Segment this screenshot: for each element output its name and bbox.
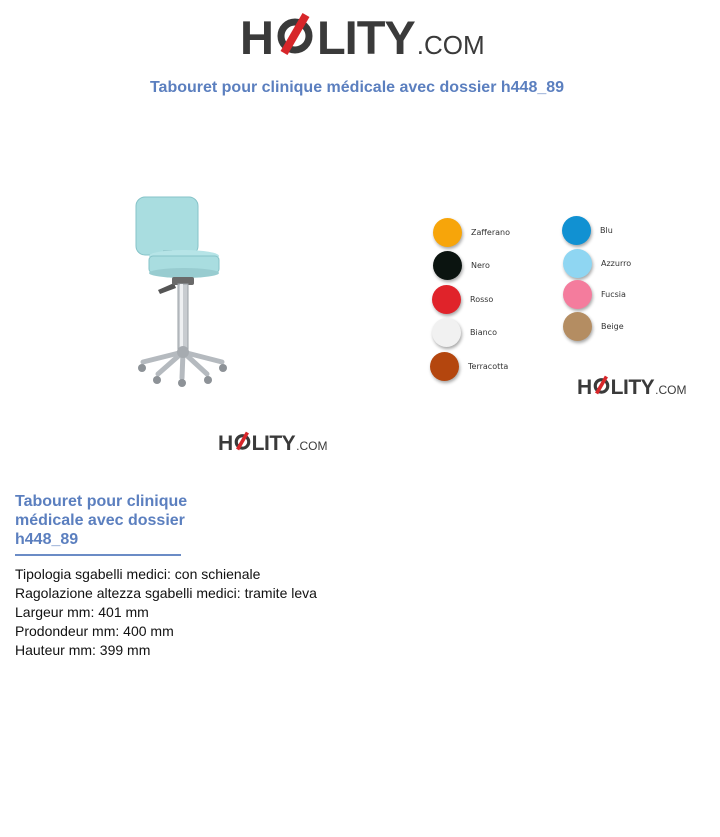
logo-text-left: H	[218, 432, 233, 455]
color-name: Azzurro	[601, 259, 632, 268]
logo-suffix: .COM	[416, 30, 485, 60]
color-swatch-terracotta	[430, 352, 508, 381]
color-swatch-rosso	[432, 285, 493, 314]
color-name: Beige	[601, 322, 624, 331]
color-name: Bianco	[470, 328, 497, 337]
stool-backrest	[136, 197, 198, 255]
spec-item: Largeur mm: 401 mm	[15, 604, 149, 620]
color-dot	[433, 218, 462, 247]
logo-suffix: .COM	[296, 439, 328, 453]
spec-list	[15, 565, 317, 660]
spec-item: Ragolazione altezza sgabelli medici: tramite leva	[15, 585, 317, 601]
logo-text-left: H	[240, 11, 273, 64]
logo-o-icon	[276, 14, 314, 54]
color-dot	[433, 251, 462, 280]
logo-suffix: .COM	[655, 383, 687, 397]
logo-text-right: LITY	[251, 432, 296, 455]
color-dot	[562, 216, 591, 245]
logo-text-left: H	[577, 376, 592, 399]
color-swatch-blu	[562, 216, 613, 245]
page-title: Tabouret pour clinique médicale avec dossier h448_89	[149, 79, 565, 96]
color-name: Blu	[600, 226, 613, 235]
color-options-image	[422, 210, 672, 385]
color-swatch-azzurro	[563, 249, 631, 278]
color-image-logo	[577, 376, 687, 400]
color-name: Rosso	[470, 295, 494, 304]
product-title: Tabouret pour clinique médicale avec dossier h448_89	[15, 493, 188, 548]
product-image-logo	[218, 432, 328, 456]
color-name: Nero	[471, 261, 490, 270]
site-logo[interactable]	[240, 10, 485, 66]
color-dot	[432, 318, 461, 347]
title-underline	[15, 554, 181, 556]
spec-item: Tipologia sgabelli medici: con schienale	[15, 566, 261, 582]
color-swatch-fucsia	[563, 280, 626, 309]
color-name: Fucsia	[601, 290, 626, 299]
logo-o-icon	[593, 376, 610, 394]
color-dot	[563, 312, 592, 341]
color-name: Zafferano	[471, 228, 510, 237]
spec-item: Hauteur mm: 399 mm	[15, 642, 151, 658]
color-dot	[563, 280, 592, 309]
spec-item: Prodondeur mm: 400 mm	[15, 623, 174, 639]
color-swatch-nero	[433, 251, 490, 280]
product-image	[130, 192, 235, 388]
color-swatch-zafferano	[433, 218, 510, 247]
color-dot	[432, 285, 461, 314]
logo-o-icon	[234, 432, 251, 450]
color-swatch-bianco	[432, 318, 497, 347]
color-dot	[563, 249, 592, 278]
color-name: Terracotta	[468, 362, 509, 371]
color-dot	[430, 352, 459, 381]
logo-text-right: LITY	[316, 11, 415, 64]
logo-text-right: LITY	[610, 376, 655, 399]
color-swatch-beige	[563, 312, 624, 341]
